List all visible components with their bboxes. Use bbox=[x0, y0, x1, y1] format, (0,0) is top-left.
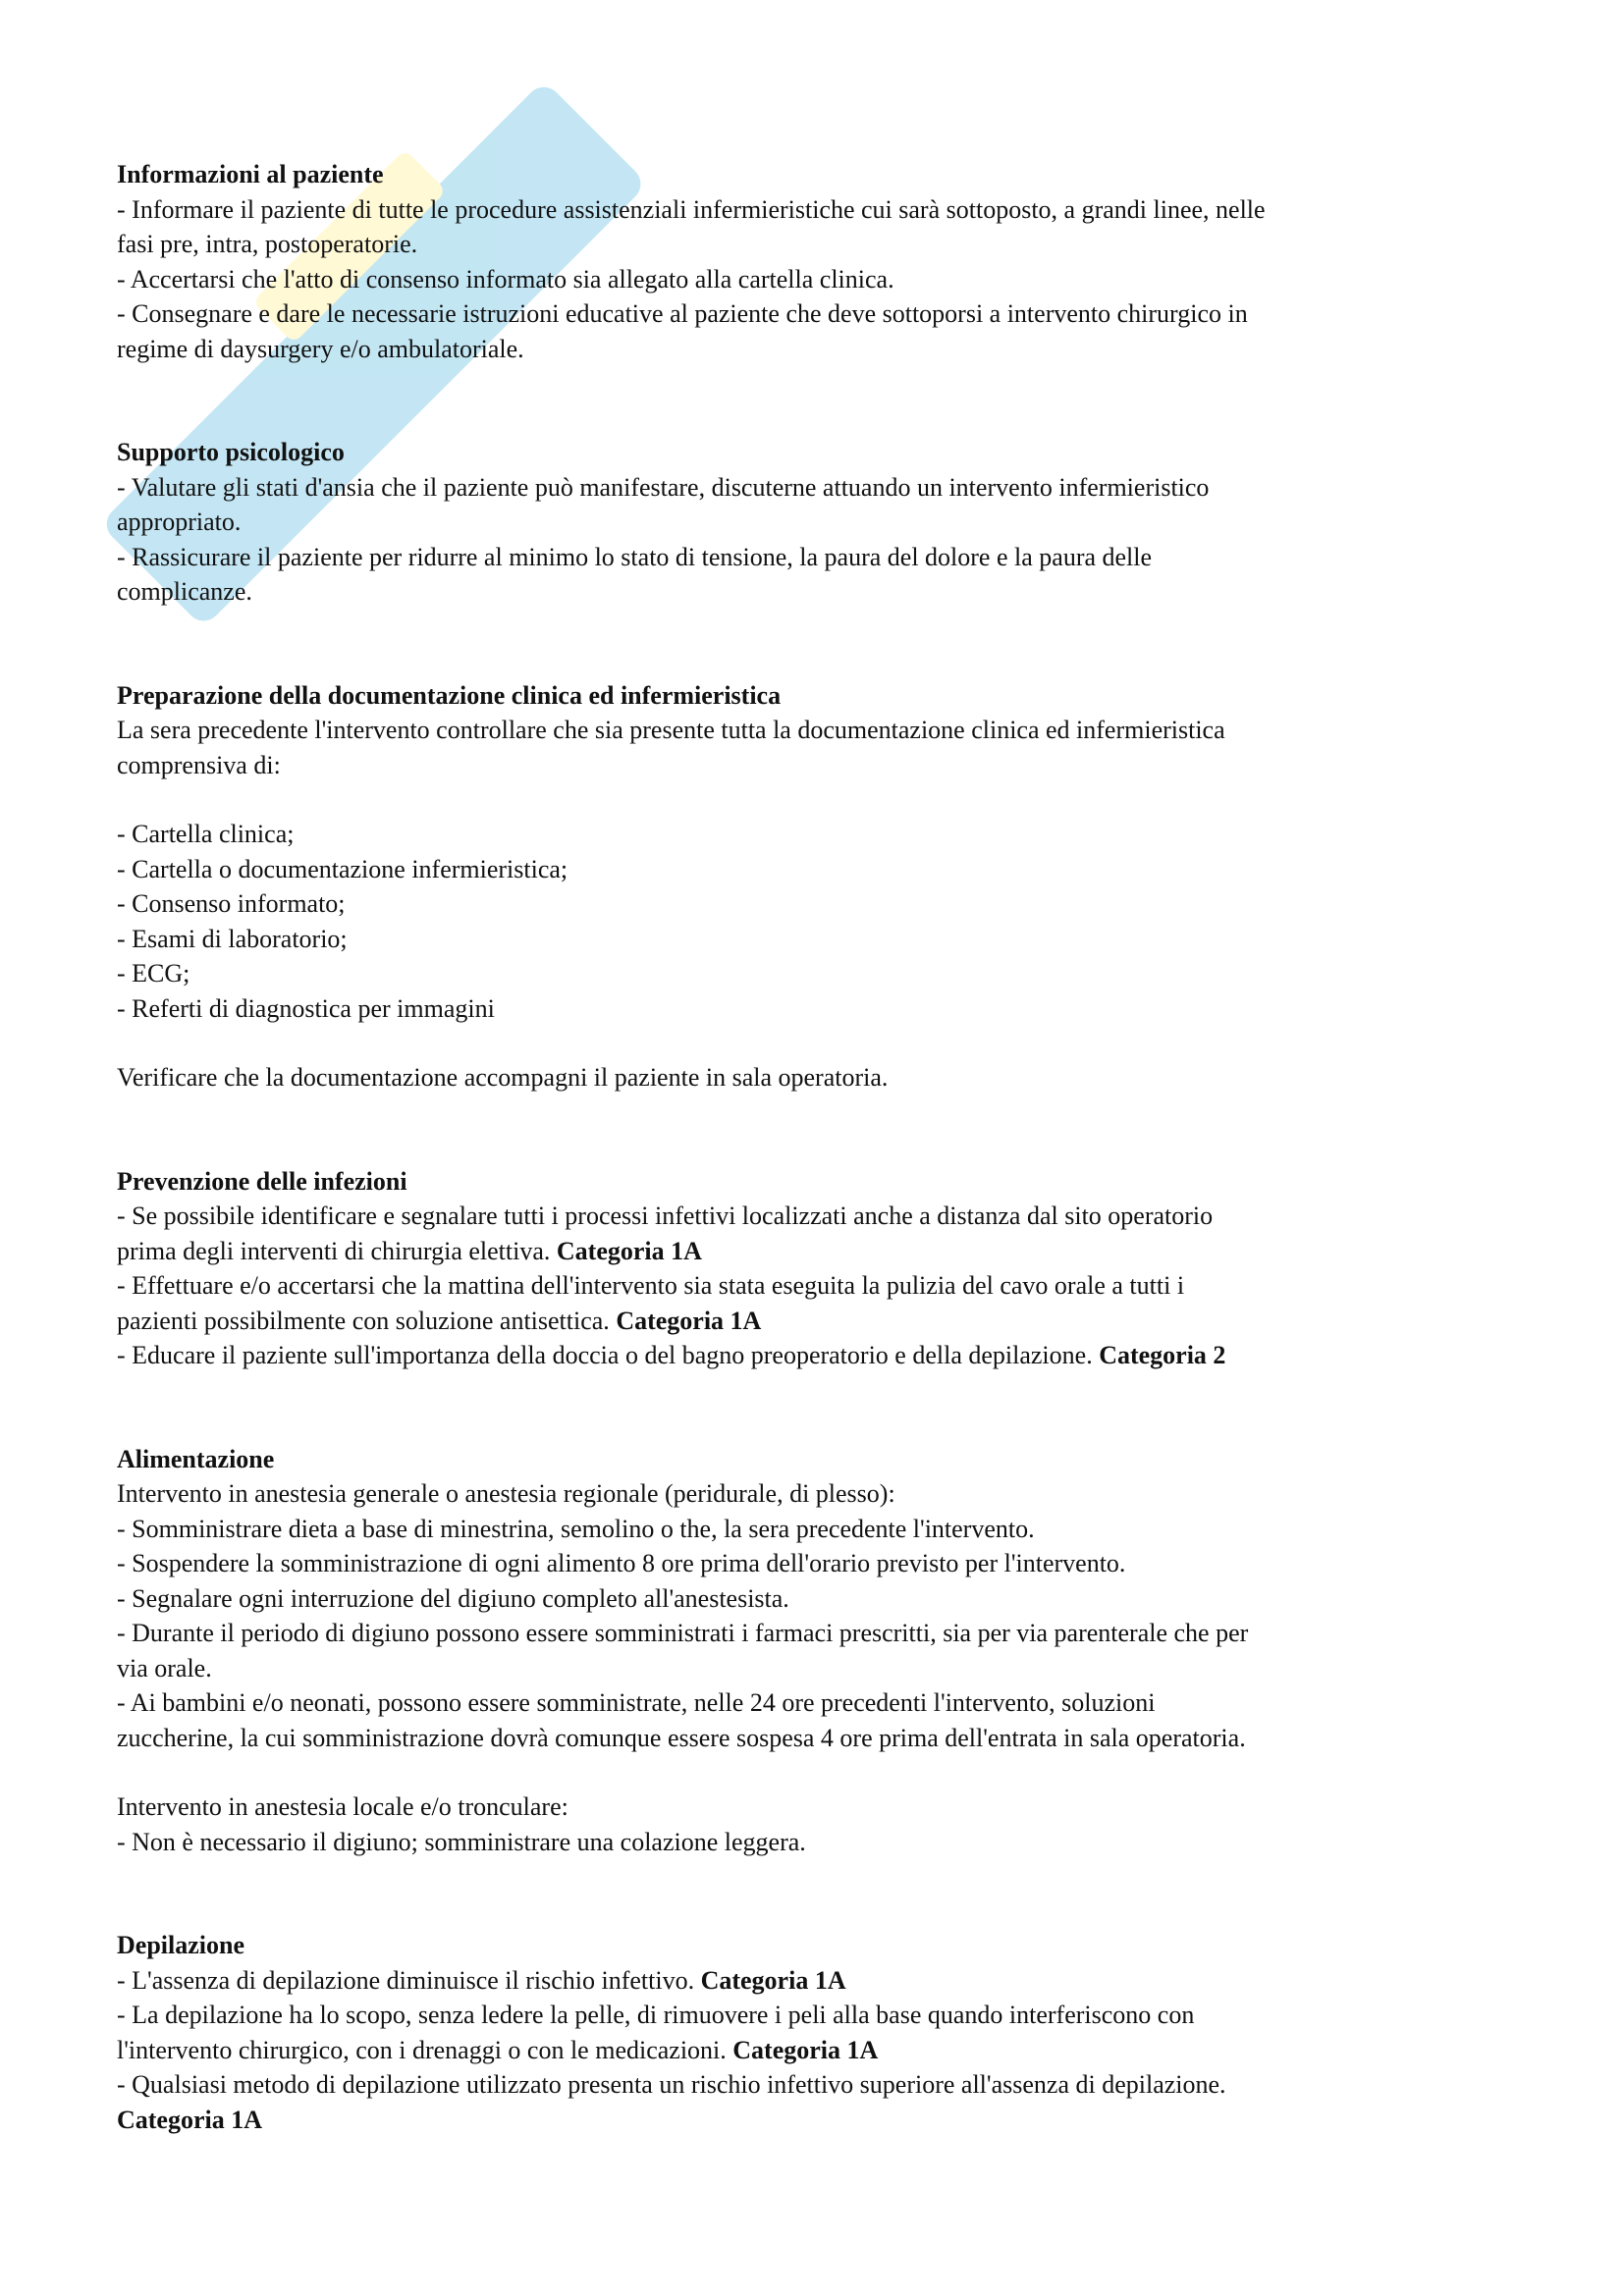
category-label: Categoria 1A bbox=[732, 2035, 879, 2064]
list-item: - Referti di diagnostica per immagini bbox=[117, 993, 495, 1023]
text-line: complicanze. bbox=[117, 577, 252, 606]
text-line bbox=[117, 1234, 1491, 1269]
category-label: Categoria 1A bbox=[700, 1965, 846, 1995]
text-line: - Somministrare dieta a base di minestrina, semolino o the, la sera precedente l'intervento. bbox=[117, 1514, 1035, 1543]
text-line: - Segnalare ogni interruzione del digiuno completo all'anestesista. bbox=[117, 1583, 789, 1613]
text-line: - Durante il periodo di digiuno possono essere somministrati i farmaci prescritti, sia per via parenterale che per bbox=[117, 1619, 1249, 1647]
list-item: - Esami di laboratorio; bbox=[117, 924, 348, 953]
category-label: Categoria 2 bbox=[1099, 1341, 1226, 1369]
category-label: Categoria 1A bbox=[556, 1236, 702, 1265]
text-line: Intervento in anestesia locale e/o tronculare: bbox=[117, 1792, 568, 1821]
text-line bbox=[117, 2033, 1491, 2068]
text-line: Verificare che la documentazione accompagni il paziente in sala operatoria. bbox=[117, 1063, 889, 1092]
text-line: - Qualsiasi metodo di depilazione utilizzato presenta un rischio infettivo superiore all'assenza di depilazione. bbox=[117, 2070, 1226, 2099]
section-documentation bbox=[117, 678, 1491, 1095]
section-infection-prevention bbox=[117, 1164, 1491, 1373]
section-title: Prevenzione delle infezioni bbox=[117, 1166, 407, 1196]
section-shaving bbox=[117, 1928, 1491, 2137]
text-line: appropriato. bbox=[117, 507, 242, 536]
section-title: Depilazione bbox=[117, 1931, 244, 1959]
text-line bbox=[117, 1338, 1491, 1373]
text-line: - Informare il paziente di tutte le procedure assistenziali infermieristiche cui sarà sottoposto, a grandi linee, nelle bbox=[117, 194, 1266, 224]
text-fragment: prima degli interventi di chirurgia elettiva. bbox=[117, 1236, 551, 1265]
category-label: Categoria 1A bbox=[117, 2105, 263, 2134]
list-item: - Cartella o documentazione infermieristica; bbox=[117, 854, 568, 883]
section-title: Alimentazione bbox=[117, 1444, 275, 1473]
list-item: - Cartella clinica; bbox=[117, 820, 295, 848]
section-patient-info bbox=[117, 157, 1491, 366]
section-psychological-support bbox=[117, 435, 1491, 610]
section-nutrition bbox=[117, 1442, 1491, 1860]
text-fragment: - Educare il paziente sull'importanza della doccia o del bagno preoperatorio e della depilazione. bbox=[117, 1341, 1093, 1369]
text-line: La sera precedente l'intervento controllare che sia presente tutta la documentazione clinica ed infermieristica bbox=[117, 716, 1225, 744]
text-line: - Sospendere la somministrazione di ogni alimento 8 ore prima dell'orario previsto per l'intervento. bbox=[117, 1549, 1126, 1577]
text-line: zuccherine, la cui somministrazione dovrà comunque essere sospesa 4 ore prima dell'entrata in sala operatoria. bbox=[117, 1723, 1246, 1752]
text-line: - Rassicurare il paziente per ridurre al minimo lo stato di tensione, la paura del dolore e la paura delle bbox=[117, 542, 1153, 571]
text-line: - Accertarsi che l'atto di consenso informato sia allegato alla cartella clinica. bbox=[117, 264, 894, 294]
text-line: - La depilazione ha lo scopo, senza ledere la pelle, di rimuovere i peli alla base quando interferiscono con bbox=[117, 2001, 1195, 2029]
text-line: - Non è necessario il digiuno; somministrare una colazione leggera. bbox=[117, 1827, 806, 1856]
section-title: Supporto psicologico bbox=[117, 438, 345, 466]
category-label: Categoria 1A bbox=[616, 1306, 762, 1335]
text-line: fasi pre, intra, postoperatorie. bbox=[117, 230, 418, 258]
list-item: - ECG; bbox=[117, 959, 190, 988]
text-fragment: - L'assenza di depilazione diminuisce il rischio infettivo. bbox=[117, 1965, 695, 1995]
text-line: - Effettuare e/o accertarsi che la mattina dell'intervento sia stata eseguita la pulizia del cavo orale a tutti i bbox=[117, 1271, 1185, 1300]
text-line bbox=[117, 1963, 1491, 1999]
text-line: Intervento in anestesia generale o anestesia regionale (peridurale, di plesso): bbox=[117, 1479, 895, 1508]
text-fragment: pazienti possibilmente con soluzione antisettica. bbox=[117, 1306, 610, 1335]
text-line bbox=[117, 1304, 1491, 1339]
section-title: Informazioni al paziente bbox=[117, 160, 384, 188]
text-line: regime di daysurgery e/o ambulatoriale. bbox=[117, 334, 524, 363]
text-line: - Valutare gli stati d'ansia che il paziente può manifestare, discuterne attuando un intervento infermieristico bbox=[117, 472, 1210, 502]
text-line: via orale. bbox=[117, 1653, 212, 1682]
section-title: Preparazione della documentazione clinica ed infermieristica bbox=[117, 680, 782, 710]
text-line: - Consegnare e dare le necessarie istruzioni educative al paziente che deve sottoporsi a intervento chirurgico in bbox=[117, 299, 1248, 328]
text-fragment: l'intervento chirurgico, con i drenaggi o con le medicazioni. bbox=[117, 2035, 727, 2064]
text-line: - Se possibile identificare e segnalare tutti i processi infettivi localizzati anche a distanza dal sito operatorio bbox=[117, 1201, 1214, 1230]
list-item: - Consenso informato; bbox=[117, 889, 346, 918]
text-line: comprensiva di: bbox=[117, 750, 281, 779]
document-content bbox=[117, 157, 1491, 2137]
text-line: - Ai bambini e/o neonati, possono essere somministrate, nelle 24 ore precedenti l'intervento, soluzioni bbox=[117, 1688, 1156, 1717]
